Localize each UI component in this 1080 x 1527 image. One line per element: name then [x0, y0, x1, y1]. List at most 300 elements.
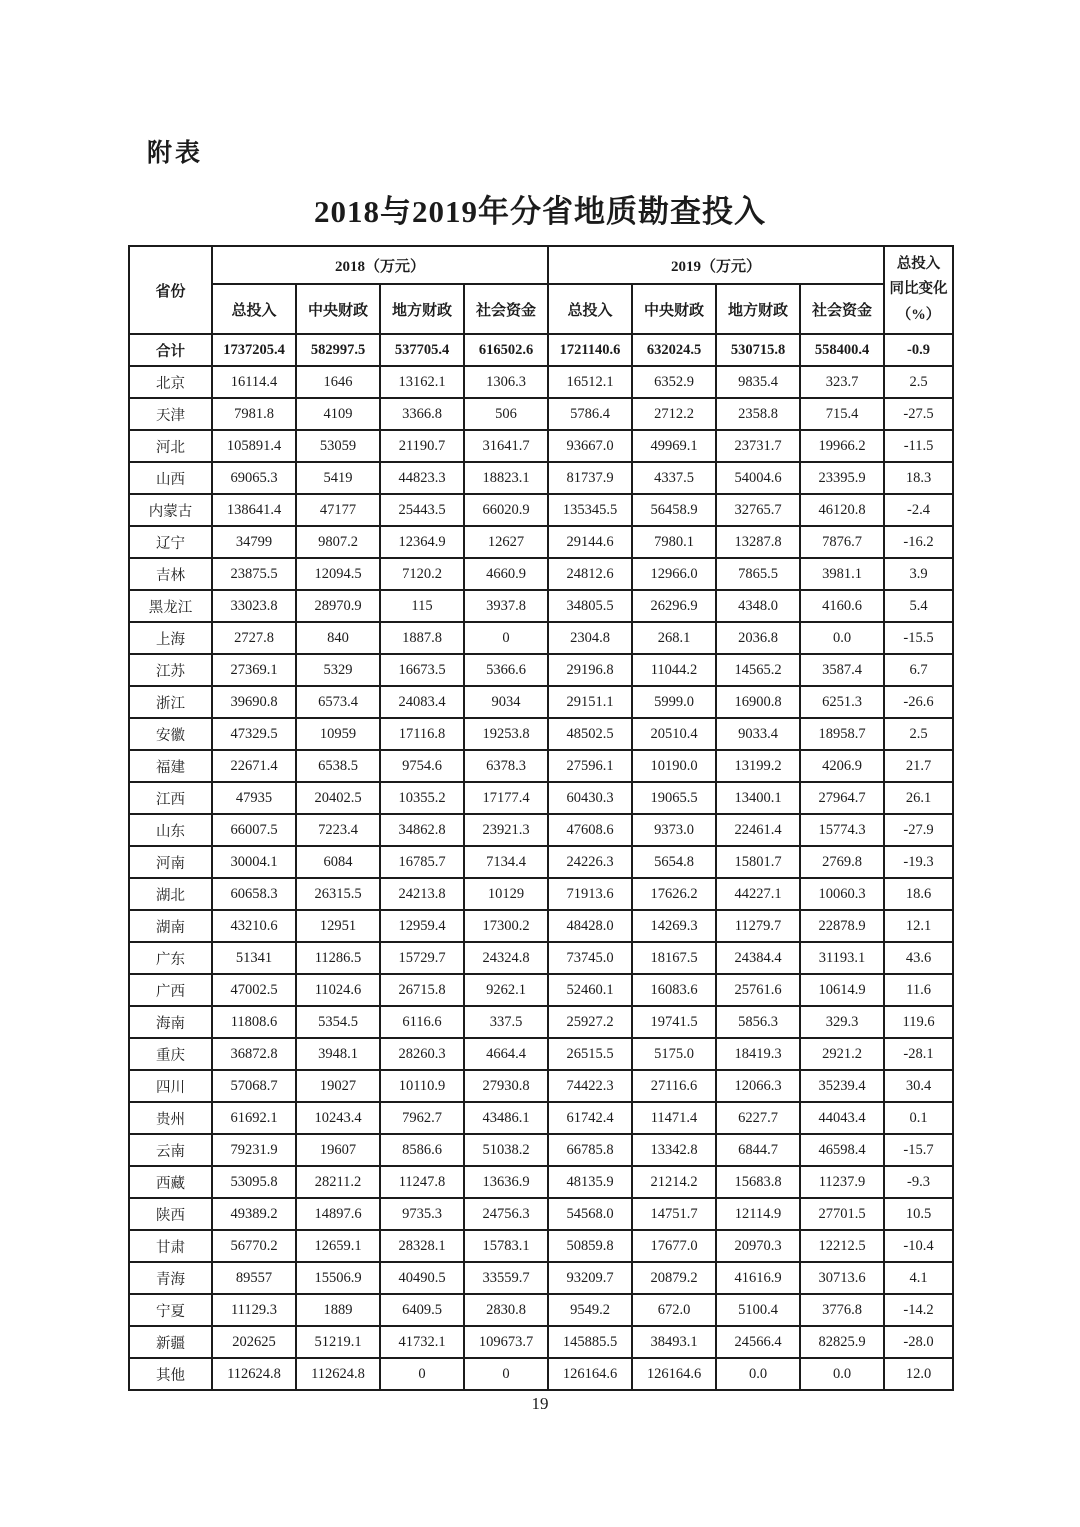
- value-cell: 16785.7: [380, 846, 464, 878]
- value-cell: 11129.3: [212, 1294, 296, 1326]
- value-cell: -16.2: [884, 526, 953, 558]
- table-row: [129, 1166, 953, 1198]
- total-row: [129, 334, 953, 366]
- province-cell: 安徽: [129, 718, 212, 750]
- value-cell: 93667.0: [548, 430, 632, 462]
- province-cell: 合计: [129, 334, 212, 366]
- col-header-yoy-change: [884, 246, 953, 334]
- value-cell: 558400.4: [800, 334, 884, 366]
- value-cell: 20970.3: [716, 1230, 800, 1262]
- value-cell: 2921.2: [800, 1038, 884, 1070]
- value-cell: 16114.4: [212, 366, 296, 398]
- value-cell: 12659.1: [296, 1230, 380, 1262]
- table-row: [129, 398, 953, 430]
- value-cell: 14269.3: [632, 910, 716, 942]
- value-cell: 11044.2: [632, 654, 716, 686]
- value-cell: 48135.9: [548, 1166, 632, 1198]
- value-cell: 38493.1: [632, 1326, 716, 1358]
- value-cell: 4337.5: [632, 462, 716, 494]
- value-cell: 50859.8: [548, 1230, 632, 1262]
- value-cell: 840: [296, 622, 380, 654]
- province-cell: 宁夏: [129, 1294, 212, 1326]
- table-row: [129, 494, 953, 526]
- value-cell: 329.3: [800, 1006, 884, 1038]
- table-row: [129, 718, 953, 750]
- value-cell: 25927.2: [548, 1006, 632, 1038]
- value-cell: 1646: [296, 366, 380, 398]
- value-cell: 66020.9: [464, 494, 548, 526]
- value-cell: 5.4: [884, 590, 953, 622]
- province-cell: 浙江: [129, 686, 212, 718]
- sub-header-row: [129, 284, 953, 334]
- value-cell: 9754.6: [380, 750, 464, 782]
- table-row: [129, 686, 953, 718]
- value-cell: 10959: [296, 718, 380, 750]
- value-cell: 5419: [296, 462, 380, 494]
- value-cell: 34799: [212, 526, 296, 558]
- value-cell: 17116.8: [380, 718, 464, 750]
- value-cell: 19027: [296, 1070, 380, 1102]
- col-group-2018: 2018（万元）: [212, 246, 548, 284]
- col-header-2018-sub-3: 社会资金: [464, 284, 548, 334]
- value-cell: 6409.5: [380, 1294, 464, 1326]
- value-cell: 26.1: [884, 782, 953, 814]
- value-cell: 9034: [464, 686, 548, 718]
- province-cell: 湖南: [129, 910, 212, 942]
- value-cell: 5654.8: [632, 846, 716, 878]
- page-title: 2018与2019年分省地质勘查投入: [314, 194, 766, 229]
- value-cell: 7962.7: [380, 1102, 464, 1134]
- table-row: [129, 1358, 953, 1390]
- table-row: [129, 558, 953, 590]
- col-header-2019-sub-2: 地方财政: [716, 284, 800, 334]
- value-cell: 57068.7: [212, 1070, 296, 1102]
- value-cell: 2.5: [884, 366, 953, 398]
- table-row: [129, 590, 953, 622]
- value-cell: 29144.6: [548, 526, 632, 558]
- value-cell: 28328.1: [380, 1230, 464, 1262]
- table-row: [129, 782, 953, 814]
- value-cell: -9.3: [884, 1166, 953, 1198]
- value-cell: 56770.2: [212, 1230, 296, 1262]
- table-row: [129, 430, 953, 462]
- value-cell: 5354.5: [296, 1006, 380, 1038]
- value-cell: 39690.8: [212, 686, 296, 718]
- value-cell: 12364.9: [380, 526, 464, 558]
- value-cell: 22461.4: [716, 814, 800, 846]
- value-cell: 7981.8: [212, 398, 296, 430]
- value-cell: 3981.1: [800, 558, 884, 590]
- value-cell: 69065.3: [212, 462, 296, 494]
- table-body: [129, 334, 953, 1390]
- value-cell: 36872.8: [212, 1038, 296, 1070]
- value-cell: 4.1: [884, 1262, 953, 1294]
- value-cell: 14565.2: [716, 654, 800, 686]
- col-header-2019-sub-0: 总投入: [548, 284, 632, 334]
- table-row: [129, 1070, 953, 1102]
- value-cell: 25761.6: [716, 974, 800, 1006]
- province-cell: 其他: [129, 1358, 212, 1390]
- value-cell: -15.7: [884, 1134, 953, 1166]
- value-cell: 12627: [464, 526, 548, 558]
- province-cell: 吉林: [129, 558, 212, 590]
- value-cell: 537705.4: [380, 334, 464, 366]
- value-cell: -11.5: [884, 430, 953, 462]
- value-cell: 3948.1: [296, 1038, 380, 1070]
- value-cell: 20402.5: [296, 782, 380, 814]
- page-number: 19: [531, 1394, 549, 1413]
- value-cell: 112624.8: [212, 1358, 296, 1390]
- value-cell: 28260.3: [380, 1038, 464, 1070]
- value-cell: 4206.9: [800, 750, 884, 782]
- value-cell: 4664.4: [464, 1038, 548, 1070]
- value-cell: 15506.9: [296, 1262, 380, 1294]
- value-cell: 6844.7: [716, 1134, 800, 1166]
- col-header-province: 省份: [129, 246, 212, 334]
- value-cell: 0: [380, 1358, 464, 1390]
- value-cell: 2712.2: [632, 398, 716, 430]
- value-cell: 47608.6: [548, 814, 632, 846]
- value-cell: 30713.6: [800, 1262, 884, 1294]
- value-cell: 6538.5: [296, 750, 380, 782]
- value-cell: 12959.4: [380, 910, 464, 942]
- value-cell: 0: [464, 622, 548, 654]
- value-cell: -27.9: [884, 814, 953, 846]
- value-cell: 6251.3: [800, 686, 884, 718]
- value-cell: 135345.5: [548, 494, 632, 526]
- value-cell: 13636.9: [464, 1166, 548, 1198]
- value-cell: 1737205.4: [212, 334, 296, 366]
- col-group-2019: 2019（万元）: [548, 246, 884, 284]
- col-header-2018-sub-0: 总投入: [212, 284, 296, 334]
- table-row: [129, 1038, 953, 1070]
- table-row: [129, 878, 953, 910]
- value-cell: 28970.9: [296, 590, 380, 622]
- value-cell: 26315.5: [296, 878, 380, 910]
- value-cell: 11237.9: [800, 1166, 884, 1198]
- value-cell: 24083.4: [380, 686, 464, 718]
- value-cell: 112624.8: [296, 1358, 380, 1390]
- value-cell: 6573.4: [296, 686, 380, 718]
- table-row: [129, 462, 953, 494]
- value-cell: 616502.6: [464, 334, 548, 366]
- value-cell: 60658.3: [212, 878, 296, 910]
- value-cell: 66007.5: [212, 814, 296, 846]
- value-cell: 7223.4: [296, 814, 380, 846]
- table-row: [129, 814, 953, 846]
- value-cell: 5329: [296, 654, 380, 686]
- value-cell: 24756.3: [464, 1198, 548, 1230]
- province-cell: 甘肃: [129, 1230, 212, 1262]
- value-cell: 24213.8: [380, 878, 464, 910]
- value-cell: 2830.8: [464, 1294, 548, 1326]
- value-cell: 202625: [212, 1326, 296, 1358]
- value-cell: 4160.6: [800, 590, 884, 622]
- table-row: [129, 622, 953, 654]
- province-cell: 上海: [129, 622, 212, 654]
- value-cell: 30004.1: [212, 846, 296, 878]
- value-cell: 43486.1: [464, 1102, 548, 1134]
- value-cell: 2358.8: [716, 398, 800, 430]
- value-cell: 115: [380, 590, 464, 622]
- value-cell: 119.6: [884, 1006, 953, 1038]
- value-cell: 105891.4: [212, 430, 296, 462]
- value-cell: -15.5: [884, 622, 953, 654]
- value-cell: 0.0: [716, 1358, 800, 1390]
- value-cell: 632024.5: [632, 334, 716, 366]
- value-cell: 1721140.6: [548, 334, 632, 366]
- value-cell: 17300.2: [464, 910, 548, 942]
- value-cell: 25443.5: [380, 494, 464, 526]
- table-row: [129, 1262, 953, 1294]
- value-cell: 715.4: [800, 398, 884, 430]
- value-cell: 31193.1: [800, 942, 884, 974]
- value-cell: 52460.1: [548, 974, 632, 1006]
- value-cell: 15801.7: [716, 846, 800, 878]
- value-cell: 79231.9: [212, 1134, 296, 1166]
- value-cell: 12.0: [884, 1358, 953, 1390]
- value-cell: 28211.2: [296, 1166, 380, 1198]
- value-cell: -26.6: [884, 686, 953, 718]
- province-cell: 青海: [129, 1262, 212, 1294]
- value-cell: 21190.7: [380, 430, 464, 462]
- value-cell: 2727.8: [212, 622, 296, 654]
- value-cell: 26296.9: [632, 590, 716, 622]
- value-cell: 138641.4: [212, 494, 296, 526]
- value-cell: 8586.6: [380, 1134, 464, 1166]
- province-cell: 黑龙江: [129, 590, 212, 622]
- value-cell: 1887.8: [380, 622, 464, 654]
- value-cell: 0.1: [884, 1102, 953, 1134]
- value-cell: 93209.7: [548, 1262, 632, 1294]
- investment-table: [128, 245, 954, 1391]
- value-cell: 46598.4: [800, 1134, 884, 1166]
- value-cell: 12.1: [884, 910, 953, 942]
- value-cell: 4660.9: [464, 558, 548, 590]
- yoy-header-line-1: 总投入: [896, 255, 941, 272]
- value-cell: 582997.5: [296, 334, 380, 366]
- value-cell: 6352.9: [632, 366, 716, 398]
- value-cell: 61692.1: [212, 1102, 296, 1134]
- value-cell: -28.0: [884, 1326, 953, 1358]
- value-cell: 337.5: [464, 1006, 548, 1038]
- value-cell: 27369.1: [212, 654, 296, 686]
- value-cell: 31641.7: [464, 430, 548, 462]
- value-cell: -10.4: [884, 1230, 953, 1262]
- value-cell: 35239.4: [800, 1070, 884, 1102]
- value-cell: 9549.2: [548, 1294, 632, 1326]
- group-header-row: [129, 246, 953, 284]
- value-cell: 43.6: [884, 942, 953, 974]
- value-cell: 24226.3: [548, 846, 632, 878]
- province-cell: 四川: [129, 1070, 212, 1102]
- province-cell: 广东: [129, 942, 212, 974]
- value-cell: 19741.5: [632, 1006, 716, 1038]
- value-cell: 16900.8: [716, 686, 800, 718]
- value-cell: 0: [464, 1358, 548, 1390]
- value-cell: 44823.3: [380, 462, 464, 494]
- value-cell: 13400.1: [716, 782, 800, 814]
- value-cell: 2769.8: [800, 846, 884, 878]
- yoy-header-line-2: 同比变化: [889, 281, 948, 298]
- value-cell: 73745.0: [548, 942, 632, 974]
- value-cell: 47329.5: [212, 718, 296, 750]
- value-cell: 11286.5: [296, 942, 380, 974]
- value-cell: 11024.6: [296, 974, 380, 1006]
- table-row: [129, 1006, 953, 1038]
- province-cell: 山西: [129, 462, 212, 494]
- value-cell: 27701.5: [800, 1198, 884, 1230]
- table-row: [129, 1198, 953, 1230]
- province-cell: 广西: [129, 974, 212, 1006]
- value-cell: 19966.2: [800, 430, 884, 462]
- table-header: [129, 246, 953, 334]
- value-cell: 3587.4: [800, 654, 884, 686]
- value-cell: 47177: [296, 494, 380, 526]
- value-cell: 53095.8: [212, 1166, 296, 1198]
- value-cell: 10.5: [884, 1198, 953, 1230]
- province-cell: 江西: [129, 782, 212, 814]
- value-cell: 27930.8: [464, 1070, 548, 1102]
- value-cell: 27964.7: [800, 782, 884, 814]
- table-row: [129, 910, 953, 942]
- value-cell: 13199.2: [716, 750, 800, 782]
- value-cell: 506: [464, 398, 548, 430]
- table-row: [129, 1134, 953, 1166]
- value-cell: 23395.9: [800, 462, 884, 494]
- province-cell: 福建: [129, 750, 212, 782]
- value-cell: 11471.4: [632, 1102, 716, 1134]
- value-cell: -19.3: [884, 846, 953, 878]
- value-cell: 15783.1: [464, 1230, 548, 1262]
- value-cell: 126164.6: [548, 1358, 632, 1390]
- value-cell: 1306.3: [464, 366, 548, 398]
- value-cell: 51341: [212, 942, 296, 974]
- value-cell: 24566.4: [716, 1326, 800, 1358]
- value-cell: 15683.8: [716, 1166, 800, 1198]
- value-cell: 672.0: [632, 1294, 716, 1326]
- value-cell: 12951: [296, 910, 380, 942]
- value-cell: 16673.5: [380, 654, 464, 686]
- table-row: [129, 1230, 953, 1262]
- value-cell: 7876.7: [800, 526, 884, 558]
- value-cell: 41732.1: [380, 1326, 464, 1358]
- value-cell: 4348.0: [716, 590, 800, 622]
- value-cell: 10129: [464, 878, 548, 910]
- value-cell: 13162.1: [380, 366, 464, 398]
- yoy-header-line-3: （%）: [896, 306, 941, 323]
- value-cell: 26515.5: [548, 1038, 632, 1070]
- value-cell: 6378.3: [464, 750, 548, 782]
- province-cell: 河南: [129, 846, 212, 878]
- table-row: [129, 1294, 953, 1326]
- value-cell: 49389.2: [212, 1198, 296, 1230]
- province-cell: 内蒙古: [129, 494, 212, 526]
- value-cell: 20510.4: [632, 718, 716, 750]
- value-cell: 13287.8: [716, 526, 800, 558]
- value-cell: 16083.6: [632, 974, 716, 1006]
- value-cell: 71913.6: [548, 878, 632, 910]
- value-cell: 7134.4: [464, 846, 548, 878]
- value-cell: 11808.6: [212, 1006, 296, 1038]
- value-cell: 7980.1: [632, 526, 716, 558]
- value-cell: 26715.8: [380, 974, 464, 1006]
- value-cell: 51219.1: [296, 1326, 380, 1358]
- province-cell: 山东: [129, 814, 212, 846]
- province-cell: 海南: [129, 1006, 212, 1038]
- value-cell: 40490.5: [380, 1262, 464, 1294]
- value-cell: 22878.9: [800, 910, 884, 942]
- value-cell: 2304.8: [548, 622, 632, 654]
- province-cell: 贵州: [129, 1102, 212, 1134]
- value-cell: 16512.1: [548, 366, 632, 398]
- value-cell: 3937.8: [464, 590, 548, 622]
- province-cell: 西藏: [129, 1166, 212, 1198]
- col-header-2019-sub-3: 社会资金: [800, 284, 884, 334]
- value-cell: 24384.4: [716, 942, 800, 974]
- value-cell: 5856.3: [716, 1006, 800, 1038]
- value-cell: 17677.0: [632, 1230, 716, 1262]
- value-cell: 126164.6: [632, 1358, 716, 1390]
- value-cell: 60430.3: [548, 782, 632, 814]
- value-cell: 33559.7: [464, 1262, 548, 1294]
- value-cell: 19607: [296, 1134, 380, 1166]
- value-cell: 18167.5: [632, 942, 716, 974]
- province-cell: 湖北: [129, 878, 212, 910]
- table-row: [129, 654, 953, 686]
- value-cell: 11279.7: [716, 910, 800, 942]
- value-cell: 109673.7: [464, 1326, 548, 1358]
- value-cell: 18.6: [884, 878, 953, 910]
- value-cell: 9807.2: [296, 526, 380, 558]
- value-cell: 11247.8: [380, 1166, 464, 1198]
- value-cell: 6.7: [884, 654, 953, 686]
- value-cell: 17177.4: [464, 782, 548, 814]
- value-cell: 74422.3: [548, 1070, 632, 1102]
- value-cell: 11.6: [884, 974, 953, 1006]
- table-row: [129, 974, 953, 1006]
- value-cell: 12066.3: [716, 1070, 800, 1102]
- value-cell: 10243.4: [296, 1102, 380, 1134]
- value-cell: 22671.4: [212, 750, 296, 782]
- value-cell: 89557: [212, 1262, 296, 1294]
- table-row: [129, 1326, 953, 1358]
- value-cell: 10060.3: [800, 878, 884, 910]
- value-cell: 23731.7: [716, 430, 800, 462]
- province-cell: 北京: [129, 366, 212, 398]
- value-cell: 49969.1: [632, 430, 716, 462]
- col-header-2019-sub-1: 中央财政: [632, 284, 716, 334]
- value-cell: 51038.2: [464, 1134, 548, 1166]
- value-cell: 12212.5: [800, 1230, 884, 1262]
- value-cell: 10190.0: [632, 750, 716, 782]
- col-header-2018-sub-2: 地方财政: [380, 284, 464, 334]
- value-cell: 81737.9: [548, 462, 632, 494]
- value-cell: 32765.7: [716, 494, 800, 526]
- value-cell: 9033.4: [716, 718, 800, 750]
- value-cell: 23921.3: [464, 814, 548, 846]
- value-cell: 3776.8: [800, 1294, 884, 1326]
- value-cell: 17626.2: [632, 878, 716, 910]
- value-cell: 27596.1: [548, 750, 632, 782]
- value-cell: -28.1: [884, 1038, 953, 1070]
- value-cell: 145885.5: [548, 1326, 632, 1358]
- value-cell: 47002.5: [212, 974, 296, 1006]
- value-cell: 18958.7: [800, 718, 884, 750]
- table-row: [129, 750, 953, 782]
- table-row: [129, 846, 953, 878]
- value-cell: 21214.2: [632, 1166, 716, 1198]
